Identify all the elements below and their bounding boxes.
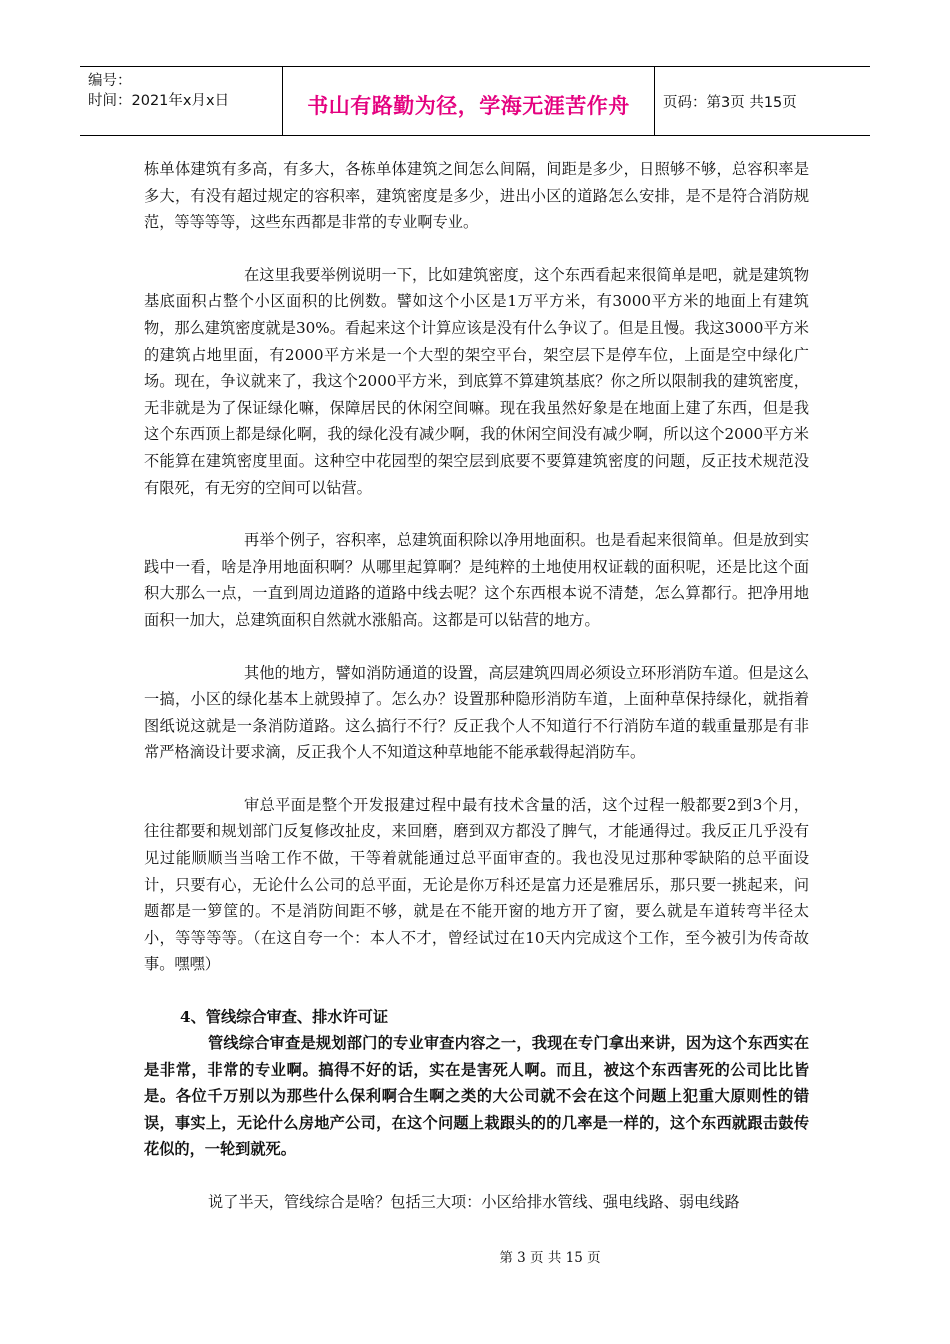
paragraph-gap xyxy=(144,1163,809,1189)
paragraph-gap xyxy=(144,766,809,792)
page-footer: 第 3 页 共 15 页 xyxy=(499,1250,601,1266)
paragraph-gap xyxy=(144,236,809,262)
paragraph-gap xyxy=(144,634,809,660)
header-page-info: 页码：第3页 共15页 xyxy=(663,94,797,111)
header-motto-cell xyxy=(283,67,655,135)
paragraph-gap xyxy=(144,978,809,1004)
body-paragraph: 在这里我要举例说明一下，比如建筑密度，这个东西看起来很简单是吧，就是建筑物基底面积占整个小区面积的比例数。譬如这个小区是1万平方米，有3000平方米的地面上有建筑物，那么建筑密度就是30%。看起来这个计算应该是没有什么争议了。但是且慢。我这3000平方米的建筑占地里面，有2000平方米是一个大型的架空平台，架空层下是停车位，上面是空中绿化广场。现在，争议就来了，我这个2000平方米，到底算不算建筑基底？你之所以限制我的建筑密度，无非就是为了保证绿化嘛，保障居民的休闲空间嘛。现在我虽然好象是在地面上建了东西，但是我这个东西顶上都是绿化啊，我的绿化没有减少啊，我的休闲空间没有减少啊，所以这个2000平方米不能算在建筑密度里面。这种空中花园型的架空层到底要不要算建筑密度的问题，反正技术规范没有限死，有无穷的空间可以钻营。 xyxy=(144,265,809,497)
document-time-label: 时间：2021年x月x日 xyxy=(88,93,230,109)
body-paragraph: 栋单体建筑有多高，有多大，各栋单体建筑之间怎么间隔，间距是多少，日照够不够，总容积率是多大，有没有超过规定的容积率，建筑密度是多少，进出小区的道路怎么安排，是不是符合消防规范，等等等等，这些东西都是非常的专业啊专业。 xyxy=(144,160,809,232)
paragraph-gap xyxy=(144,501,809,527)
body-paragraph: 再举个例子，容积率，总建筑面积除以净用地面积。也是看起来很简单。但是放到实践中一看，啥是净用地面积啊？从哪里起算啊？是纯粹的土地使用权证载的面积呢，还是比这个面积大那么一点，一直到周边道路的道路中线去呢？这个东西根本说不清楚，怎么算都行。把净用地面积一加大，总建筑面积自然就水涨船高。这都是可以钻营的地方。 xyxy=(144,531,809,629)
header-motto: 书山有路勤为径，学海无涯苦作舟 xyxy=(307,94,630,118)
document-number-label: 编号： xyxy=(88,73,132,89)
body-paragraph: 审总平面是整个开发报建过程中最有技术含量的活，这个过程一般都要2到3个月，往往都要和规划部门反复修改扯皮，来回磨，磨到双方都没了脾气，才能通得过。我反正几乎没有见过能顺顺当当啥工作不做，干等着就能通过总平面审查的。我也没见过那种零缺陷的总平面设计，只要有心，无论什么公司的总平面，无论是你万科还是富力还是雅居乐，那只要一挑起来，问题都是一箩筐的。不是消防间距不够，就是在不能开窗的地方开了窗，要么就是车道转弯半径太小，等等等等。（在这自夸一个：本人不才，曾经试过在10天内完成这个工作，至今被引为传奇故事。嘿嘿） xyxy=(144,795,809,974)
body-paragraph: 说了半天，管线综合是啥？包括三大项：小区给排水管线、强电线路、弱电线路 xyxy=(208,1193,740,1211)
section-heading: 4、管线综合审查、排水许可证 xyxy=(180,1008,389,1027)
header-page-cell xyxy=(655,67,870,135)
bold-paragraph: 管线综合审查是规划部门的专业审查内容之一，我现在专门拿出来讲，因为这个东西实在是非常，非常的专业啊。搞得不好的话，实在是害死人啊。而且，被这个东西害死的公司比比皆是。各位千万别以为那些什么保利啊合生啊之类的大公司就不会在这个问题上犯重大原则性的错误，事实上，无论什么房地产公司，在这个问题上栽跟头的的几率是一样的，这个东西就跟击鼓传花似的，一轮到就死。 xyxy=(144,1034,809,1159)
header-meta-cell xyxy=(80,67,283,135)
body-paragraph: 其他的地方，譬如消防通道的设置，高层建筑四周必须设立环形消防车道。但是这么一搞，小区的绿化基本上就毁掉了。怎么办？设置那种隐形消防车道，上面种草保持绿化，就指着图纸说这就是一条消防道路。这么搞行不行？反正我个人不知道行不行消防车道的载重量那是有非常严格滴设计要求滴，反正我个人不知道这种草地能不能承载得起消防车。 xyxy=(144,663,809,762)
document-header xyxy=(80,66,870,136)
document-body xyxy=(144,156,809,1216)
